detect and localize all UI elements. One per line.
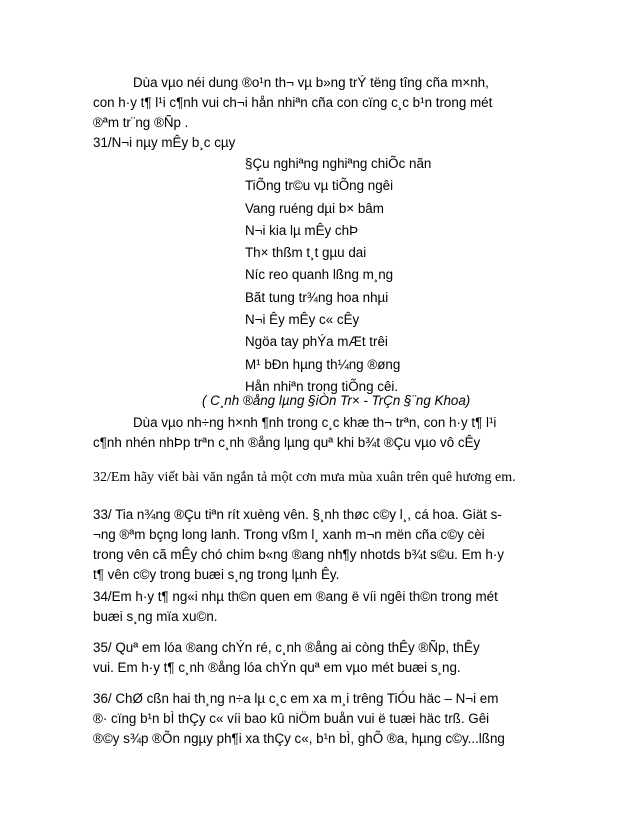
q31-task-cont xyxy=(93,433,553,453)
q31-task xyxy=(93,413,553,433)
q32-paragraph xyxy=(93,468,553,488)
intro-paragraph xyxy=(93,73,553,93)
poem-line: TiÕng tr©u vµ tiÕng ngêi xyxy=(245,178,394,194)
q36-line: ®· cïng b¹n bÌ thÇy c« víi bao kû niÖm buån vui ë tuæi häc trß. Gêi xyxy=(93,711,490,726)
q31-poem xyxy=(245,153,431,398)
poem-line: N¬i kia lµ mÊy chÞ xyxy=(245,222,359,238)
q31-task-line: c¶nh nhén nhÞp trªn c¸nh ®ång lµng quª khi b¾t ®Çu vµo vô cÊy xyxy=(93,435,481,450)
poem-line: Níc reo quanh lßng m¸ng xyxy=(245,267,394,283)
poem-line: Ngöa tay phÝa mÆt trêi xyxy=(245,334,388,350)
intro-paragraph-cont xyxy=(93,93,553,133)
poem-line: Hån nhiªn trong tiÕng cêi. xyxy=(245,378,399,394)
intro-line: ®ªm tr¨ng ®Ñp . xyxy=(93,115,189,130)
q34-paragraph xyxy=(93,587,553,627)
intro-line: con h·y t¶ l¹i c¶nh vui ch¬i hån nhiªn cña con cïng c¸c b¹n trong mét xyxy=(93,95,493,110)
q34-line: buæi s¸ng mïa xu©n. xyxy=(93,609,218,624)
q31-heading xyxy=(93,133,553,153)
q35-line: vui. Em h·y t¶ c¸nh ®ång lóa chÝn quª em vµo mét buæi s¸ng. xyxy=(93,660,461,675)
q36-line: 36/ ChØ cßn hai th¸ng n÷a lµ c¸c em xa m¸i trêng TiÓu häc – N¬i em xyxy=(93,691,499,706)
q35-line: 35/ Quª em lóa ®ang chÝn ré, c¸nh ®ång ai còng thÊy ®Ñp, thÊy xyxy=(93,640,480,655)
poem-line: N¬i Êy mÊy c« cÊy xyxy=(245,312,360,328)
intro-line: Dùa vµo néi dung ®o¹n th¬ vµ b»ng trÝ tëng tîng cña m×nh, xyxy=(133,75,489,90)
q33-line: trong vên cã mÊy chó chim b«ng ®ang nh¶y nhotds b¾t s©u. Em h·y xyxy=(93,547,504,562)
poem-line: Bãt tung tr¾ng hoa nhµi xyxy=(245,289,389,305)
q36-line: ®©y s¾p ®Õn ngµy ph¶i xa thÇy c«, b¹n bÌ, ghÕ ®a, hµng c©y...lßng xyxy=(93,731,505,746)
q33-line: ¬ng ®ªm bçng long lanh. Trong vßm l¸ xanh m¬n mën cña c©y cèi xyxy=(93,527,485,542)
poem-line: Th× thßm t¸t gµu dai xyxy=(245,245,367,261)
q32-text: 32/Em hãy viết bài văn ngắn tả một cơn mưa mùa xuân trên quê hương em. xyxy=(93,470,516,485)
q36-paragraph xyxy=(93,689,553,749)
poem-line: Vang ruéng dµi b× bâm xyxy=(245,200,384,216)
q33-line: 33/ Tia n¾ng ®Çu tiªn rít xuèng vên. §¸nh thøc c©y l¸, cá hoa. Giät s- xyxy=(93,507,502,522)
poem-line: §Çu nghiªng nghiªng chiÕc nãn xyxy=(245,156,432,171)
q34-line: 34/Em h·y t¶ ng«i nhµ th©n quen em ®ang ë víi ngêi th©n trong mét xyxy=(93,589,498,604)
poem-line: M¹ bÐn hµng th¼ng ®øng xyxy=(245,356,401,372)
q33-paragraph xyxy=(93,505,553,585)
q33-line: t¶ vên c©y trong buæi s¸ng trong lµnh Êy. xyxy=(93,567,340,582)
q35-paragraph xyxy=(93,638,553,678)
q31-task-line: Dùa vµo nh÷ng h×nh ¶nh trong c¸c khæ th¬ trªn, con h·y t¶ l¹i xyxy=(133,415,497,430)
poem-source: ( C¸nh ®ång lµng §iÒn Tr× - TrÇn §¨ng Khoa) xyxy=(202,393,471,408)
q31-heading-text: 31/N¬i nµy mÊy b¸c cµy xyxy=(93,135,236,150)
